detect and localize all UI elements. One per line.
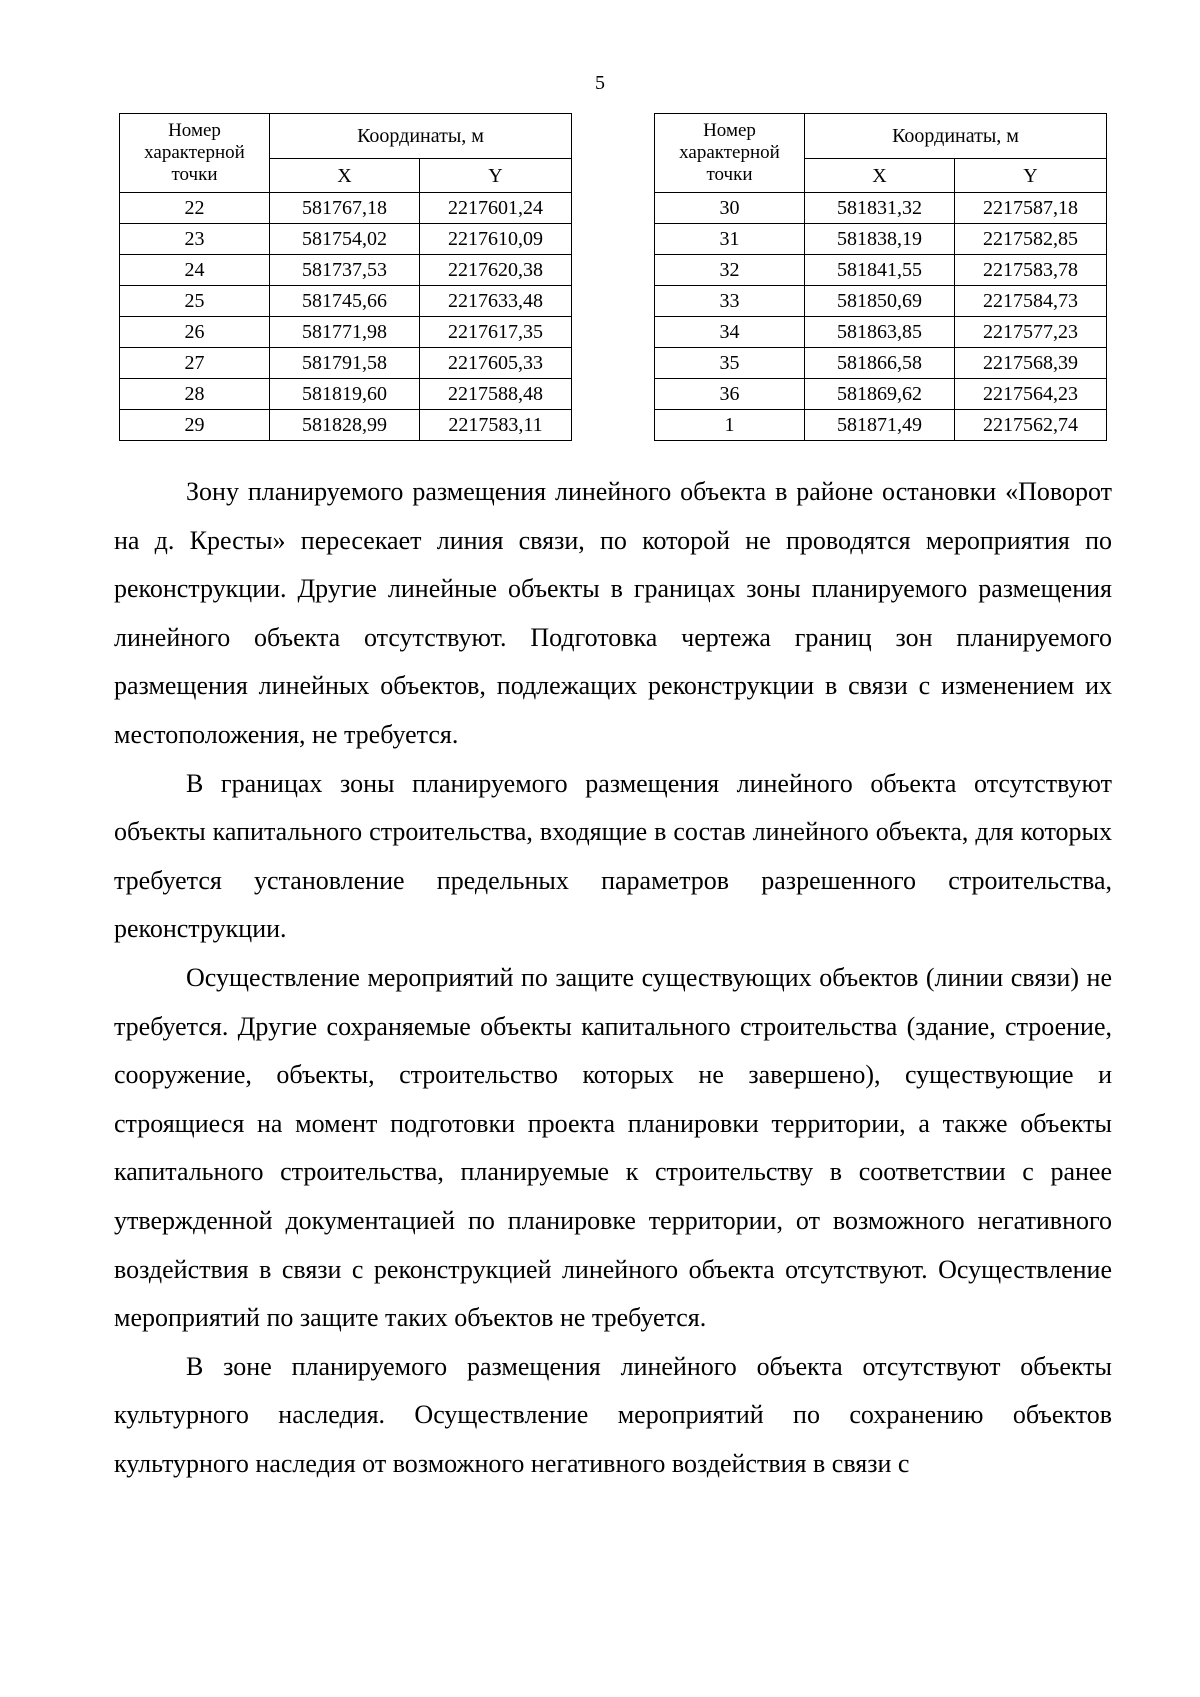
coordinates-table-left [119, 113, 572, 441]
y-coordinate-cell: 2217617,35 [420, 317, 572, 348]
x-coordinate-cell: 581767,18 [270, 193, 420, 224]
y-coordinate-cell: 2217583,11 [420, 410, 572, 441]
table-row [655, 286, 1107, 317]
y-coordinate-cell: 2217587,18 [955, 193, 1107, 224]
header-y: Y [955, 159, 1107, 193]
table-row [655, 224, 1107, 255]
table-row [120, 193, 572, 224]
point-number-cell: 34 [655, 317, 805, 348]
x-coordinate-cell: 581838,19 [805, 224, 955, 255]
point-number-cell: 22 [120, 193, 270, 224]
y-coordinate-cell: 2217582,85 [955, 224, 1107, 255]
x-coordinate-cell: 581863,85 [805, 317, 955, 348]
table-row [655, 317, 1107, 348]
point-number-cell: 26 [120, 317, 270, 348]
table-row [120, 348, 572, 379]
y-coordinate-cell: 2217577,23 [955, 317, 1107, 348]
table-row [655, 379, 1107, 410]
y-coordinate-cell: 2217633,48 [420, 286, 572, 317]
point-number-cell: 35 [655, 348, 805, 379]
point-number-cell: 29 [120, 410, 270, 441]
point-number-cell: 30 [655, 193, 805, 224]
header-x: X [805, 159, 955, 193]
x-coordinate-cell: 581871,49 [805, 410, 955, 441]
y-coordinate-cell: 2217588,48 [420, 379, 572, 410]
header-coordinates: Координаты, м [805, 114, 1107, 159]
y-coordinate-cell: 2217610,09 [420, 224, 572, 255]
x-coordinate-cell: 581850,69 [805, 286, 955, 317]
point-number-cell: 25 [120, 286, 270, 317]
y-coordinate-cell: 2217564,23 [955, 379, 1107, 410]
table-row [120, 255, 572, 286]
header-x: X [270, 159, 420, 193]
table-row [120, 410, 572, 441]
point-number-cell: 27 [120, 348, 270, 379]
table-row [120, 224, 572, 255]
header-y: Y [420, 159, 572, 193]
y-coordinate-cell: 2217568,39 [955, 348, 1107, 379]
table-row [120, 286, 572, 317]
point-number-cell: 24 [120, 255, 270, 286]
point-number-cell: 36 [655, 379, 805, 410]
y-coordinate-cell: 2217620,38 [420, 255, 572, 286]
paragraph: В зоне планируемого размещения линейного объекта отсутствуют объекты культурного наследия. Осуществление мероприятий по сохранению объектов культурного наследия от возможного негативного воздействия в связи с [114, 1351, 1112, 1478]
x-coordinate-cell: 581828,99 [270, 410, 420, 441]
x-coordinate-cell: 581745,66 [270, 286, 420, 317]
point-number-cell: 28 [120, 379, 270, 410]
y-coordinate-cell: 2217583,78 [955, 255, 1107, 286]
x-coordinate-cell: 581771,98 [270, 317, 420, 348]
paragraph: Зону планируемого размещения линейного объекта в районе остановки «Поворот на д. Кресты» пересекает линия связи, по которой не проводятся мероприятия по реконструкции. Другие линейные объекты в границах зоны планируемого размещения линейного объекта отсутствуют. Подготовка чертежа границ зон планируемого размещения линейных объектов, подлежащих реконструкции в связи с изменением их местоположения, не требуется. [114, 477, 1112, 749]
y-coordinate-cell: 2217584,73 [955, 286, 1107, 317]
x-coordinate-cell: 581866,58 [805, 348, 955, 379]
x-coordinate-cell: 581754,02 [270, 224, 420, 255]
x-coordinate-cell: 581791,58 [270, 348, 420, 379]
point-number-cell: 33 [655, 286, 805, 317]
x-coordinate-cell: 581831,32 [805, 193, 955, 224]
y-coordinate-cell: 2217562,74 [955, 410, 1107, 441]
x-coordinate-cell: 581819,60 [270, 379, 420, 410]
paragraph: Осуществление мероприятий по защите существующих объектов (линии связи) не требуется. Другие сохраняемые объекты капитального строительства (здание, строение, сооружение, объекты, строительство которых не завершено), существующие и строящиеся на момент подготовки проекта планировки территории, а также объекты капитального строительства, планируемые к строительству в соответствии с ранее утвержденной документацией по планировке территории, от возможного негативного воздействия в связи с реконструкцией линейного объекта отсутствуют. Осуществление мероприятий по защите таких объектов не требуется. [114, 962, 1112, 1333]
header-point-number: Номер характерной точки [655, 114, 805, 193]
table-row [655, 193, 1107, 224]
point-number-cell: 23 [120, 224, 270, 255]
header-coordinates: Координаты, м [270, 114, 572, 159]
header-point-number: Номер характерной точки [120, 114, 270, 193]
table-row [655, 348, 1107, 379]
table-row [655, 255, 1107, 286]
body-text [114, 468, 1112, 1488]
y-coordinate-cell: 2217601,24 [420, 193, 572, 224]
table-row [655, 410, 1107, 441]
x-coordinate-cell: 581841,55 [805, 255, 955, 286]
y-coordinate-cell: 2217605,33 [420, 348, 572, 379]
page-number: 5 [595, 72, 605, 94]
x-coordinate-cell: 581869,62 [805, 379, 955, 410]
paragraph: В границах зоны планируемого размещения линейного объекта отсутствуют объекты капитального строительства, входящие в состав линейного объекта, для которых требуется установление предельных параметров разрешенного строительства, реконструкции. [114, 768, 1112, 944]
point-number-cell: 1 [655, 410, 805, 441]
table-row [120, 379, 572, 410]
table-body-right [655, 193, 1107, 441]
point-number-cell: 32 [655, 255, 805, 286]
table-body-left [120, 193, 572, 441]
point-number-cell: 31 [655, 224, 805, 255]
table-row [120, 317, 572, 348]
x-coordinate-cell: 581737,53 [270, 255, 420, 286]
coordinates-table-right [654, 113, 1107, 441]
